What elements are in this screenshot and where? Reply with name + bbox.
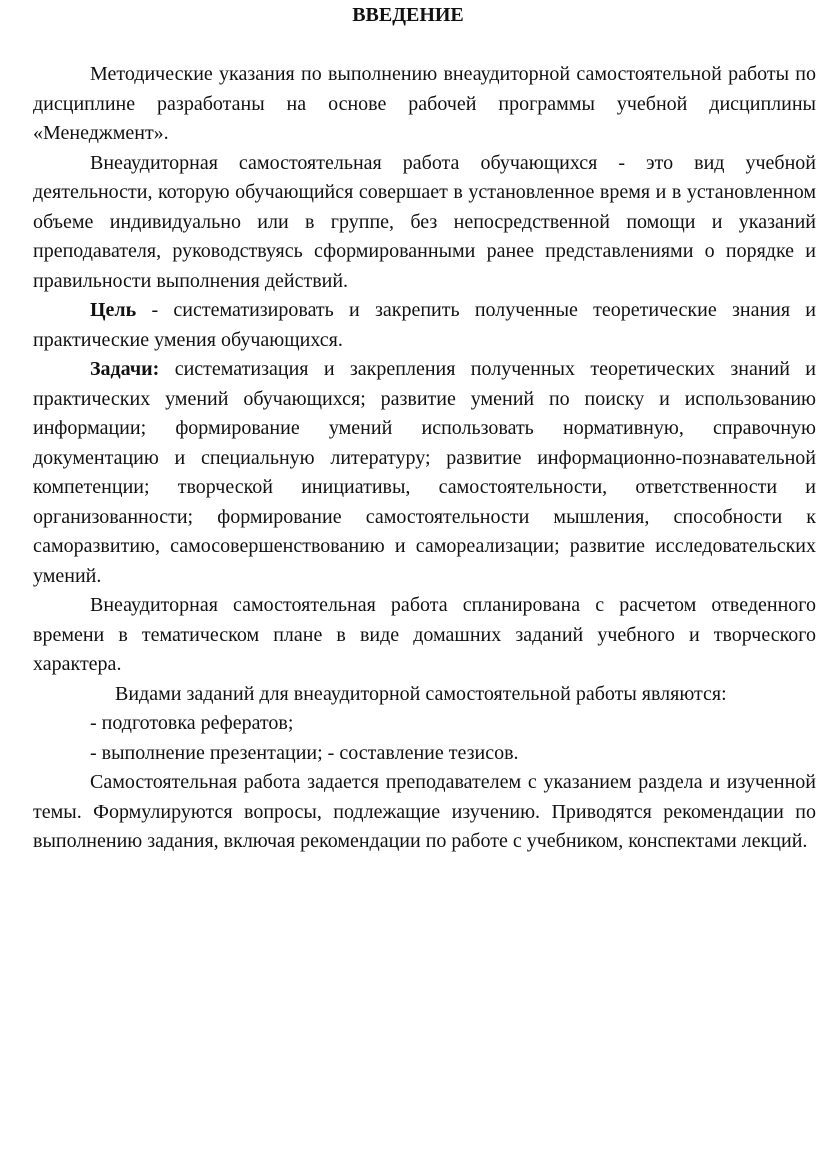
tasks-text: систематизация и закрепления полученных теоретических знаний и практических умений обучающихся; развитие умений по поиску и использованию информации; формирование умений использовать нормативную, справочную документацию и специальную литературу; развитие информационно-познавательной компетенции; творческой инициативы, самостоятельности, ответственности и организованности; формирование самостоятельности мышления, способности к саморазвитию, самосовершенствованию и самореализации; развитие исследовательских умений. (33, 358, 816, 587)
intro-paragraph: Методические указания по выполнению внеаудиторной самостоятельной работы по дисциплине разработаны на основе рабочей программы учебной дисциплины «Менеджмент». (33, 63, 816, 144)
list-item: - подготовка рефератов; (90, 712, 294, 734)
goal-label: Цель (90, 299, 137, 321)
goal-paragraph (33, 296, 816, 355)
planning-paragraph: Внеаудиторная самостоятельная работа спланирована с расчетом отведенного времени в тематическом плане в виде домашних заданий учебного и творческого характера. (33, 594, 816, 675)
tasks-paragraph (33, 355, 816, 591)
goal-text: - систематизировать и закрепить полученные теоретические знания и практические умения обучающихся. (33, 299, 816, 351)
title-spacer (33, 28, 816, 60)
document-page (33, 0, 816, 857)
task-types-intro: Видами заданий для внеаудиторной самостоятельной работы являются: (115, 682, 727, 705)
definition-paragraph: Внеаудиторная самостоятельная работа обучающихся - это вид учебной деятельности, которую обучающийся совершает в установленное время и в установленном объеме индивидуально или в группе, без непосредственной помощи и указаний преподавателя, руководствуясь сформированными ранее представлениями о порядке и правильности выполнения действий. (33, 151, 816, 292)
list-item: - выполнение презентации; - составление тезисов. (90, 741, 519, 764)
tasks-label: Задачи: (90, 358, 160, 380)
page-title: ВВЕДЕНИЕ (352, 4, 464, 26)
assignment-paragraph: Самостоятельная работа задается преподавателем с указанием раздела и изученной темы. Формулируются вопросы, подлежащие изучению. Приводятся рекомендации по выполнению задания, включая рекомендации по работе с учебником, конспектами лекций. (33, 771, 816, 852)
